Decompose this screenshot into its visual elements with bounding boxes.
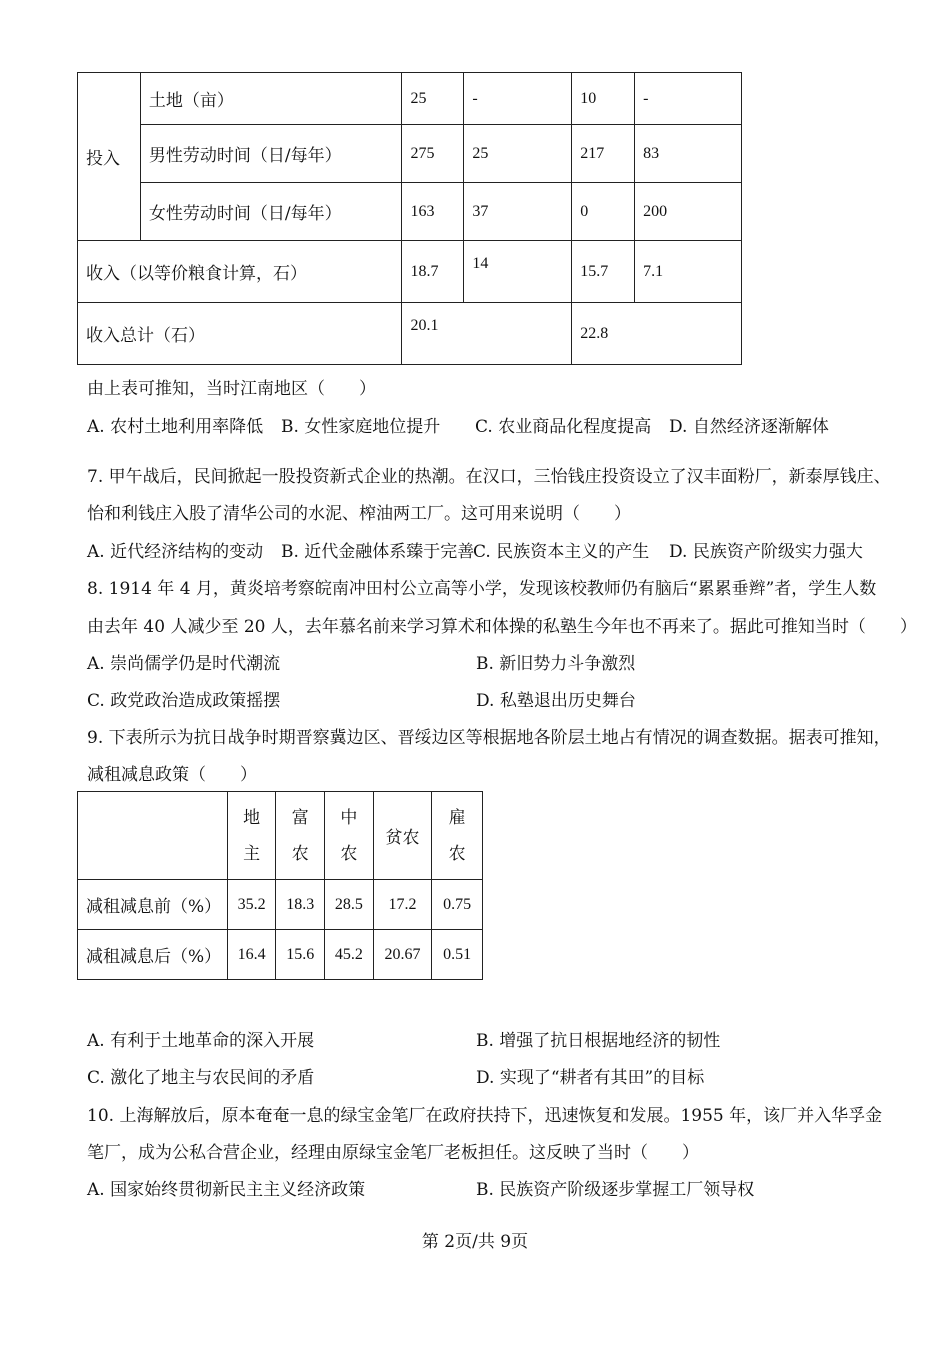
table-cell: - — [464, 73, 572, 125]
table-cell: 10 — [572, 73, 635, 125]
header-text: 雇 — [448, 807, 466, 828]
row-label: 收入总计（石） — [78, 303, 402, 365]
header-text: 中 — [340, 807, 358, 828]
header-text: 农 — [291, 843, 309, 864]
table-cell — [402, 303, 572, 365]
q7-option-b[interactable]: B. 近代金融体系臻于完善 — [281, 542, 475, 562]
q6-option-c[interactable]: C. 农业商品化程度提高 — [475, 417, 652, 437]
table-row — [78, 183, 742, 241]
q10-line-1: 10. 上海解放后，原本奄奄一息的绿宝金笔厂在政府扶持下，迅速恢复和发展。1955 年，该厂并入华孚金 — [87, 1106, 883, 1126]
q9-option-c[interactable]: C. 激化了地主与农民间的矛盾 — [87, 1068, 315, 1088]
table-cell: 22.8 — [572, 303, 742, 365]
table-cell: 0.75 — [432, 880, 483, 930]
q7-line-2: 怡和利钱庄入股了清华公司的水泥、榨油两工厂。这可用来说明（ ） — [87, 504, 631, 524]
q7-option-c[interactable]: C. 民族资本主义的产生 — [473, 542, 650, 562]
table-cell: 275 — [402, 125, 464, 183]
row-label: 减租减息前（%） — [78, 880, 228, 930]
table-cell: 20.67 — [373, 930, 432, 980]
q6-option-b[interactable]: B. 女性家庭地位提升 — [281, 417, 441, 437]
table-cell: 17.2 — [373, 880, 432, 930]
table-row — [78, 241, 742, 303]
header-text: 贫农 — [385, 828, 420, 848]
table-cell — [464, 241, 572, 303]
q7-line-1: 7. 甲午战后，民间掀起一股投资新式企业的热潮。在汉口，三怡钱庄投资设立了汉丰面粉厂，新泰厚钱庄、 — [87, 467, 891, 487]
q9-option-a[interactable]: A. 有利于土地革命的深入开展 — [87, 1031, 315, 1051]
group-label: 投入 — [78, 73, 141, 241]
q8-option-a[interactable]: A. 崇尚儒学仍是时代潮流 — [87, 654, 281, 674]
q8-option-c[interactable]: C. 政党政治造成政策摇摆 — [87, 691, 281, 711]
table-cell-value: 20.1 — [410, 317, 439, 334]
q10-line-2: 笔厂，成为公私合营企业，经理由原绿宝金笔厂老板担任。这反映了当时（ ） — [87, 1143, 699, 1163]
row-label: 女性劳动时间（日/每年） — [140, 183, 402, 241]
q8-line-2: 由去年 40 人减少至 20 人，去年慕名前来学习算术和体操的私塾生今年也不再来了。据此可推知当时（ ） — [87, 617, 917, 637]
table-row — [78, 73, 742, 125]
table-cell: 25 — [464, 125, 572, 183]
header-text: 农 — [340, 843, 358, 864]
row-label: 男性劳动时间（日/每年） — [140, 125, 402, 183]
income-input-table — [77, 72, 742, 365]
table-cell: 45.2 — [325, 930, 374, 980]
table-cell: 37 — [464, 183, 572, 241]
table-cell: 83 — [635, 125, 742, 183]
table-cell-value: 14 — [472, 255, 489, 272]
q9-line-2: 减租减息政策（ ） — [87, 765, 257, 785]
header-text: 富 — [291, 807, 309, 828]
table-row — [78, 303, 742, 365]
table-cell: 7.1 — [635, 241, 742, 303]
row-label: 收入（以等价粮食计算，石） — [78, 241, 402, 303]
table-cell: 28.5 — [325, 880, 374, 930]
q8-option-b[interactable]: B. 新旧势力斗争激烈 — [476, 654, 636, 674]
q8-option-d[interactable]: D. 私塾退出历史舞台 — [476, 691, 636, 711]
table-cell: 163 — [402, 183, 464, 241]
table-cell: 35.2 — [227, 880, 276, 930]
row-label: 土地（亩） — [140, 73, 402, 125]
q7-option-a[interactable]: A. 近代经济结构的变动 — [87, 542, 264, 562]
table-row — [78, 930, 483, 980]
page-number: 第 2页/共 9页 — [421, 1232, 529, 1252]
land-survey-table — [77, 791, 483, 980]
table-cell: 16.4 — [227, 930, 276, 980]
q10-option-b[interactable]: B. 民族资产阶级逐步掌握工厂领导权 — [476, 1180, 755, 1200]
row-label: 减租减息后（%） — [78, 930, 228, 980]
table-cell: 15.6 — [276, 930, 325, 980]
table-cell: 15.7 — [572, 241, 635, 303]
q6-option-a[interactable]: A. 农村土地利用率降低 — [87, 417, 264, 437]
q10-option-a[interactable]: A. 国家始终贯彻新民主主义经济政策 — [87, 1180, 366, 1200]
header-text: 地 — [243, 807, 261, 828]
q7-option-d[interactable]: D. 民族资产阶级实力强大 — [669, 542, 863, 562]
q9-line-1: 9. 下表所示为抗日战争时期晋察冀边区、晋绥边区等根据地各阶层土地占有情况的调查数据。据表可推知， — [87, 728, 891, 748]
table-header-row — [78, 792, 483, 880]
header-cell — [276, 792, 325, 880]
q6-option-d[interactable]: D. 自然经济逐渐解体 — [669, 417, 829, 437]
table-cell: 217 — [572, 125, 635, 183]
header-empty-cell — [78, 792, 228, 880]
table-cell: 0 — [572, 183, 635, 241]
table-cell: 18.3 — [276, 880, 325, 930]
header-text: 主 — [243, 843, 261, 864]
table-cell: 0.51 — [432, 930, 483, 980]
header-cell — [227, 792, 276, 880]
table-cell: - — [635, 73, 742, 125]
table-cell: 18.7 — [402, 241, 464, 303]
header-cell — [432, 792, 483, 880]
table-cell: 25 — [402, 73, 464, 125]
q6-stem-tail: 由上表可推知，当时江南地区（ ） — [87, 379, 376, 399]
table-row — [78, 125, 742, 183]
table-row — [78, 880, 483, 930]
q8-line-1: 8. 1914 年 4 月，黄炎培考察皖南冲田村公立高等小学，发现该校教师仍有脑后“累累垂辫”者，学生人数 — [87, 579, 877, 599]
header-cell — [373, 792, 432, 880]
table-cell: 200 — [635, 183, 742, 241]
header-text: 农 — [448, 843, 466, 864]
q9-option-b[interactable]: B. 增强了抗日根据地经济的韧性 — [476, 1031, 721, 1051]
header-cell — [325, 792, 374, 880]
q9-option-d[interactable]: D. 实现了“耕者有其田”的目标 — [476, 1068, 705, 1088]
